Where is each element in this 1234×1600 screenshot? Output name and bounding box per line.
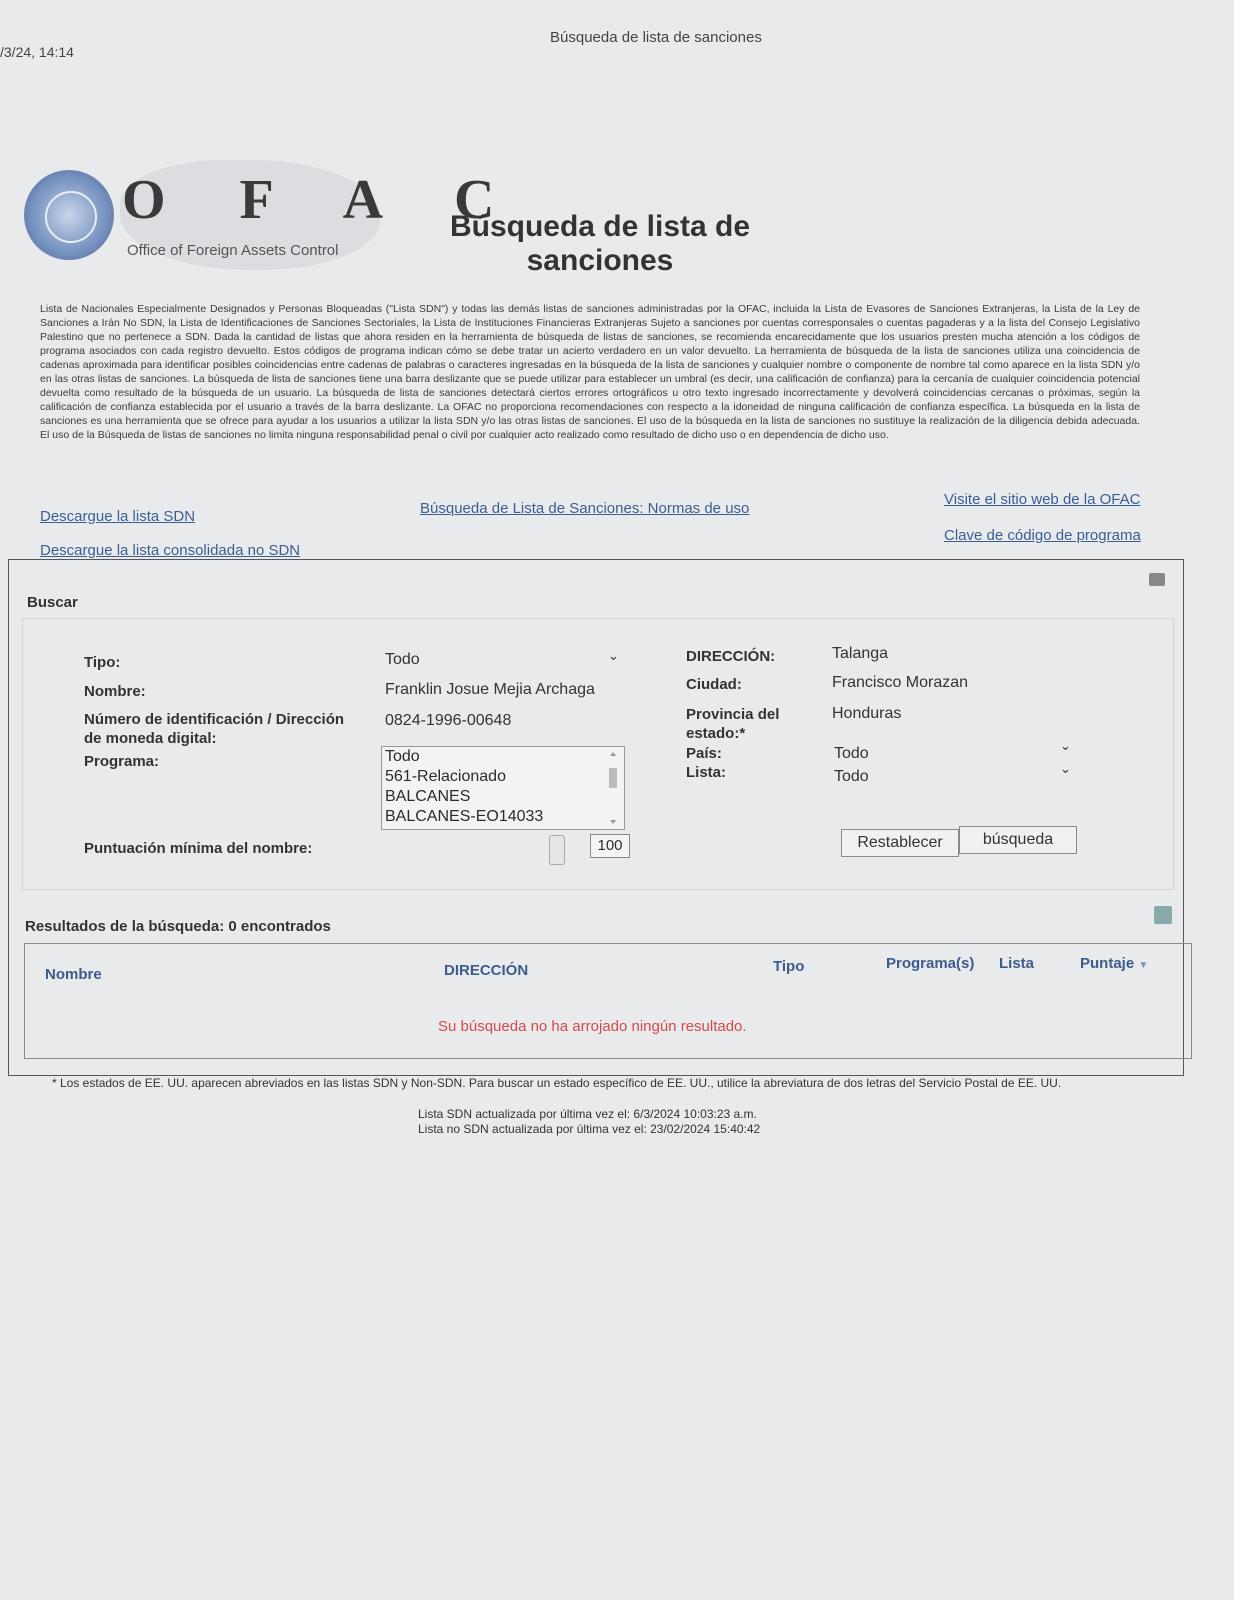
col-direccion[interactable]: DIRECCIÓN [444,962,529,979]
ciudad-input[interactable]: Francisco Morazan [832,674,969,691]
page-title: Búsqueda de lista de sanciones [449,210,751,277]
programa-listbox[interactable] [381,746,625,830]
programa-option[interactable]: Todo [385,748,420,765]
col-tipo[interactable]: Tipo [773,958,805,975]
reset-button[interactable]: Restablecer [841,829,959,857]
nombre-label: Nombre: [84,683,146,700]
lista-select[interactable]: Todo [834,768,869,785]
ciudad-label: Ciudad: [686,676,742,693]
score-slider-handle[interactable] [549,835,565,865]
programa-option[interactable]: BALCANES-EO14033 [385,808,544,825]
nombre-input[interactable]: Franklin Josue Mejia Archaga [385,681,595,698]
programa-option[interactable]: 561-Relacionado [385,768,506,785]
programa-label: Programa: [84,753,160,770]
results-title: Resultados de la búsqueda: 0 encontrados [25,918,331,935]
download-sdn-link[interactable]: Descargue la lista SDN [40,508,196,525]
ofac-logo-letters: O F A C [122,169,525,231]
pais-chevron-down-icon[interactable]: ⌄ [1060,738,1071,753]
id-input[interactable]: 0824-1996-00648 [385,712,512,729]
score-input[interactable]: 100 [590,834,630,858]
id-label: Número de identificación / Dirección de moneda digital: [84,711,345,747]
program-key-link[interactable]: Clave de código de programa [944,527,1141,544]
update-info: Lista SDN actualizada por última vez el: 6/3/2024 10:03:23 a.m. Lista no SDN actualizada por última vez el: 23/02/2024 15:40:42 [418,1107,761,1136]
pais-label: País: [686,745,722,762]
print-date: /3/24, 14:14 [0,44,74,60]
visit-ofac-link[interactable]: Visite el sitio web de la OFAC [944,491,1141,508]
footnote: * Los estados de EE. UU. aparecen abreviados en las listas SDN y Non-SDN. Para buscar un estado específico de EE. UU., utilice la abreviatura de dos letras del Servicio Postal de EE. UU. [52,1076,1062,1090]
lista-label: Lista: [686,764,727,781]
direccion-input[interactable]: Talanga [832,645,889,662]
provincia-input[interactable]: Honduras [832,705,902,722]
lista-chevron-down-icon[interactable]: ⌄ [1060,761,1071,776]
treasury-seal-icon [24,170,114,260]
ofac-logo-subtitle: Office of Foreign Assets Control [127,242,339,259]
tipo-chevron-down-icon[interactable]: ⌄ [608,648,619,663]
tipo-select[interactable]: Todo [385,651,420,668]
pais-select[interactable]: Todo [834,745,869,762]
direccion-label: DIRECCIÓN: [686,648,776,665]
col-programas[interactable]: Programa(s) [886,955,975,972]
download-non-sdn-link[interactable]: Descargue la lista consolidada no SDN [40,542,301,559]
score-label: Puntuación mínima del nombre: [84,840,313,857]
programa-option[interactable]: BALCANES [385,788,471,805]
usage-rules-link[interactable]: Búsqueda de Lista de Sanciones: Normas de uso [420,500,750,517]
provincia-label: Provincia del estado:* [686,706,780,742]
search-section-title: Buscar [27,594,78,611]
tipo-label: Tipo: [84,654,121,671]
col-puntaje[interactable]: Puntaje ▼ [1080,955,1149,972]
no-results-message: Su búsqueda no ha arrojado ningún resultado. [438,1018,747,1035]
col-lista[interactable]: Lista [999,955,1035,972]
search-button[interactable]: búsqueda [959,826,1077,854]
col-nombre[interactable]: Nombre [45,966,102,983]
programa-scrollbar[interactable] [606,748,620,828]
export-excel-icon[interactable] [1154,906,1172,924]
print-title: Búsqueda de lista de sanciones [550,29,762,46]
intro-text: Lista de Nacionales Especialmente Designados y Personas Bloqueadas ("Lista SDN") y todas las demás listas de sanciones administradas por la OFAC, incluida la Lista de Evasores de Sanciones Extranjeras, la Lista de la Ley de Sanciones a Irán No SDN, la Lista de Identificaciones de Sanciones Sectoriales, la Lista de Instituciones Financieras Extranjeras Sujeto a sanciones por cuentas corresponsales o cuentas pagaderas y a la lista del Consejo Legislativo Palestino que no pertenece a SDN. Dada la cantidad de listas que ahora residen en la herramienta de búsqueda de listas de sanciones, se recomienda encarecidamente que los usuarios presten mucha atención a los códigos de programa asociados con cada registro devuelto. Estos códigos de programa indican cómo se debe tratar un acierto verdadero en un valor devuelto. La herramienta de búsqueda de la lista de sanciones utiliza una coincidencia de cadenas aproximada para identificar posibles coincidencias entre cadenas de palabras o caracteres ingresadas en la búsqueda de la lista de sanciones y cualquier nombre o componente de nombre tal como aparece en la lista SDN y/o en las otras listas de sanciones. La búsqueda de lista de sanciones tiene una barra deslizante que se puede utilizar para establecer un umbral (es decir, una calificación de confianza) para la cercanía de cualquier coincidencia potencial devuelta como resultado de la búsqueda de un usuario. La búsqueda de lista de sanciones detectará ciertos errores ortográficos u otro texto ingresado incorrectamente y devolverá coincidencias cercanas o próximas, según la calificación de confianza establecida por el usuario a través de la barra deslizante. La OFAC no proporciona recomendaciones con respecto a la idoneidad de ninguna calificación de confianza específica. La búsqueda en la lista de sanciones es una herramienta que se ofrece para ayudar a los usuarios a utilizar la lista SDN y/o las otras listas de sanciones. El uso de la búsqueda en la lista de sanciones no sustituye la realización de la diligencia debida adecuada. El uso de la Búsqueda de listas de sanciones no limita ninguna responsabilidad penal o civil por cualquier acto realizado como resultado de dicho uso o en dependencia de dicho uso. [40,303,1140,441]
print-icon[interactable] [1149,573,1165,586]
sort-arrow-icon: ▼ [1138,960,1149,971]
